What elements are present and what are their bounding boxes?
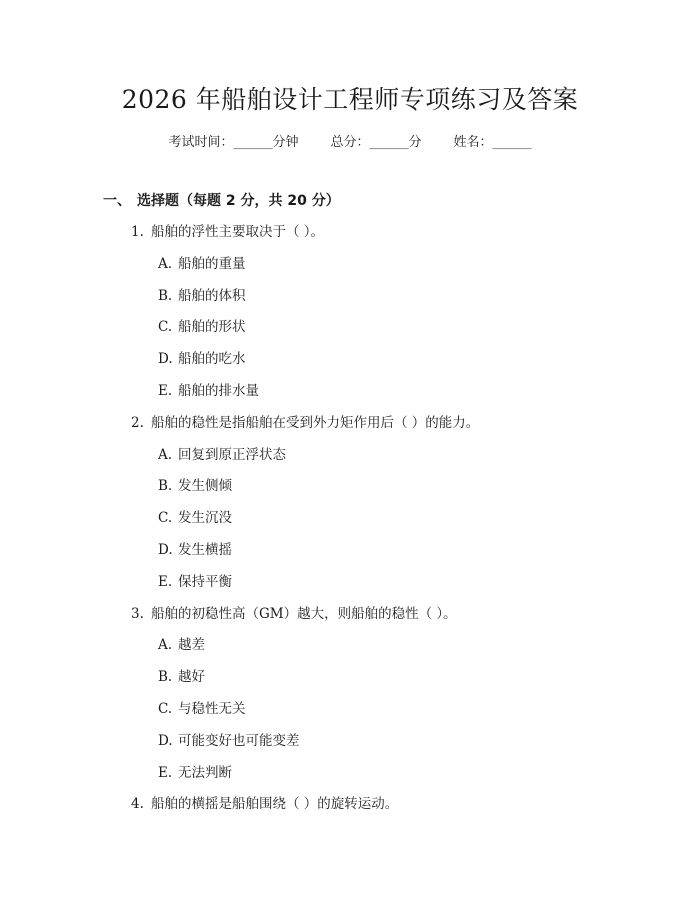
option-letter: A. <box>158 255 173 272</box>
option-letter: B. <box>158 287 173 304</box>
answer-option <box>0 382 700 414</box>
option-letter: C. <box>158 510 173 527</box>
option-text: 发生侧倾 <box>178 478 232 495</box>
option-letter: A. <box>158 637 173 654</box>
section-heading <box>103 190 340 210</box>
section-number: 一、 <box>103 193 131 209</box>
option-text: 与稳性无关 <box>178 700 246 717</box>
answer-option <box>0 477 700 509</box>
question-stem <box>0 605 700 637</box>
option-letter: D. <box>158 732 173 749</box>
answer-option <box>0 700 700 732</box>
answer-option <box>0 732 700 764</box>
question-text: 船舶的浮性主要取决于（ ）。 <box>151 224 325 240</box>
option-letter: E. <box>158 382 173 399</box>
question-number: 3. <box>131 605 144 622</box>
option-letter: D. <box>158 351 173 368</box>
answer-option <box>0 541 700 573</box>
option-text: 船舶的排水量 <box>178 382 259 399</box>
section-title: 选择题（每题 2 分，共 20 分） <box>137 193 340 209</box>
question-number: 1. <box>131 224 144 240</box>
page-title: 2026 年船舶设计工程师专项练习及答案 <box>121 85 579 114</box>
total-score-field: 总分：______分 <box>330 135 422 150</box>
option-letter: E. <box>158 764 173 781</box>
answer-option <box>0 350 700 382</box>
option-text: 保持平衡 <box>178 573 232 590</box>
option-letter: B. <box>158 669 173 686</box>
option-text: 无法判断 <box>178 764 232 781</box>
option-text: 船舶的形状 <box>178 319 246 336</box>
answer-option <box>0 318 700 350</box>
option-text: 越好 <box>178 669 205 686</box>
option-text: 发生沉没 <box>178 510 232 527</box>
option-letter: C. <box>158 319 173 336</box>
option-text: 船舶的吃水 <box>178 351 246 368</box>
name-field: 姓名：______ <box>453 135 532 150</box>
answer-option <box>0 446 700 478</box>
answer-option <box>0 287 700 319</box>
exam-info <box>0 131 700 150</box>
question-stem <box>0 223 700 255</box>
answer-option <box>0 764 700 796</box>
answer-option <box>0 573 700 605</box>
question-text: 船舶的横摇是船舶围绕（ ）的旋转运动。 <box>151 796 399 813</box>
option-letter: C. <box>158 700 173 717</box>
answer-option <box>0 255 700 287</box>
exam-time-field: 考试时间：______分钟 <box>168 135 299 150</box>
question-text: 船舶的初稳性高（GM）越大，则船舶的稳性（ ）。 <box>151 605 457 622</box>
question-number: 2. <box>131 414 144 431</box>
question-stem <box>0 795 700 827</box>
question-text: 船舶的稳性是指船舶在受到外力矩作用后（ ）的能力。 <box>151 414 480 431</box>
question-list <box>0 223 700 827</box>
option-text: 可能变好也可能变差 <box>178 732 300 749</box>
option-text: 发生横摇 <box>178 541 232 558</box>
option-letter: D. <box>158 541 173 558</box>
option-text: 越差 <box>178 637 205 654</box>
option-text: 船舶的重量 <box>178 255 246 272</box>
answer-option <box>0 668 700 700</box>
option-text: 船舶的体积 <box>178 287 246 304</box>
answer-option <box>0 636 700 668</box>
question-number: 4. <box>131 796 144 813</box>
option-letter: B. <box>158 478 173 495</box>
option-text: 回复到原正浮状态 <box>178 446 286 463</box>
option-letter: A. <box>158 446 173 463</box>
question-stem <box>0 414 700 446</box>
option-letter: E. <box>158 573 173 590</box>
answer-option <box>0 509 700 541</box>
